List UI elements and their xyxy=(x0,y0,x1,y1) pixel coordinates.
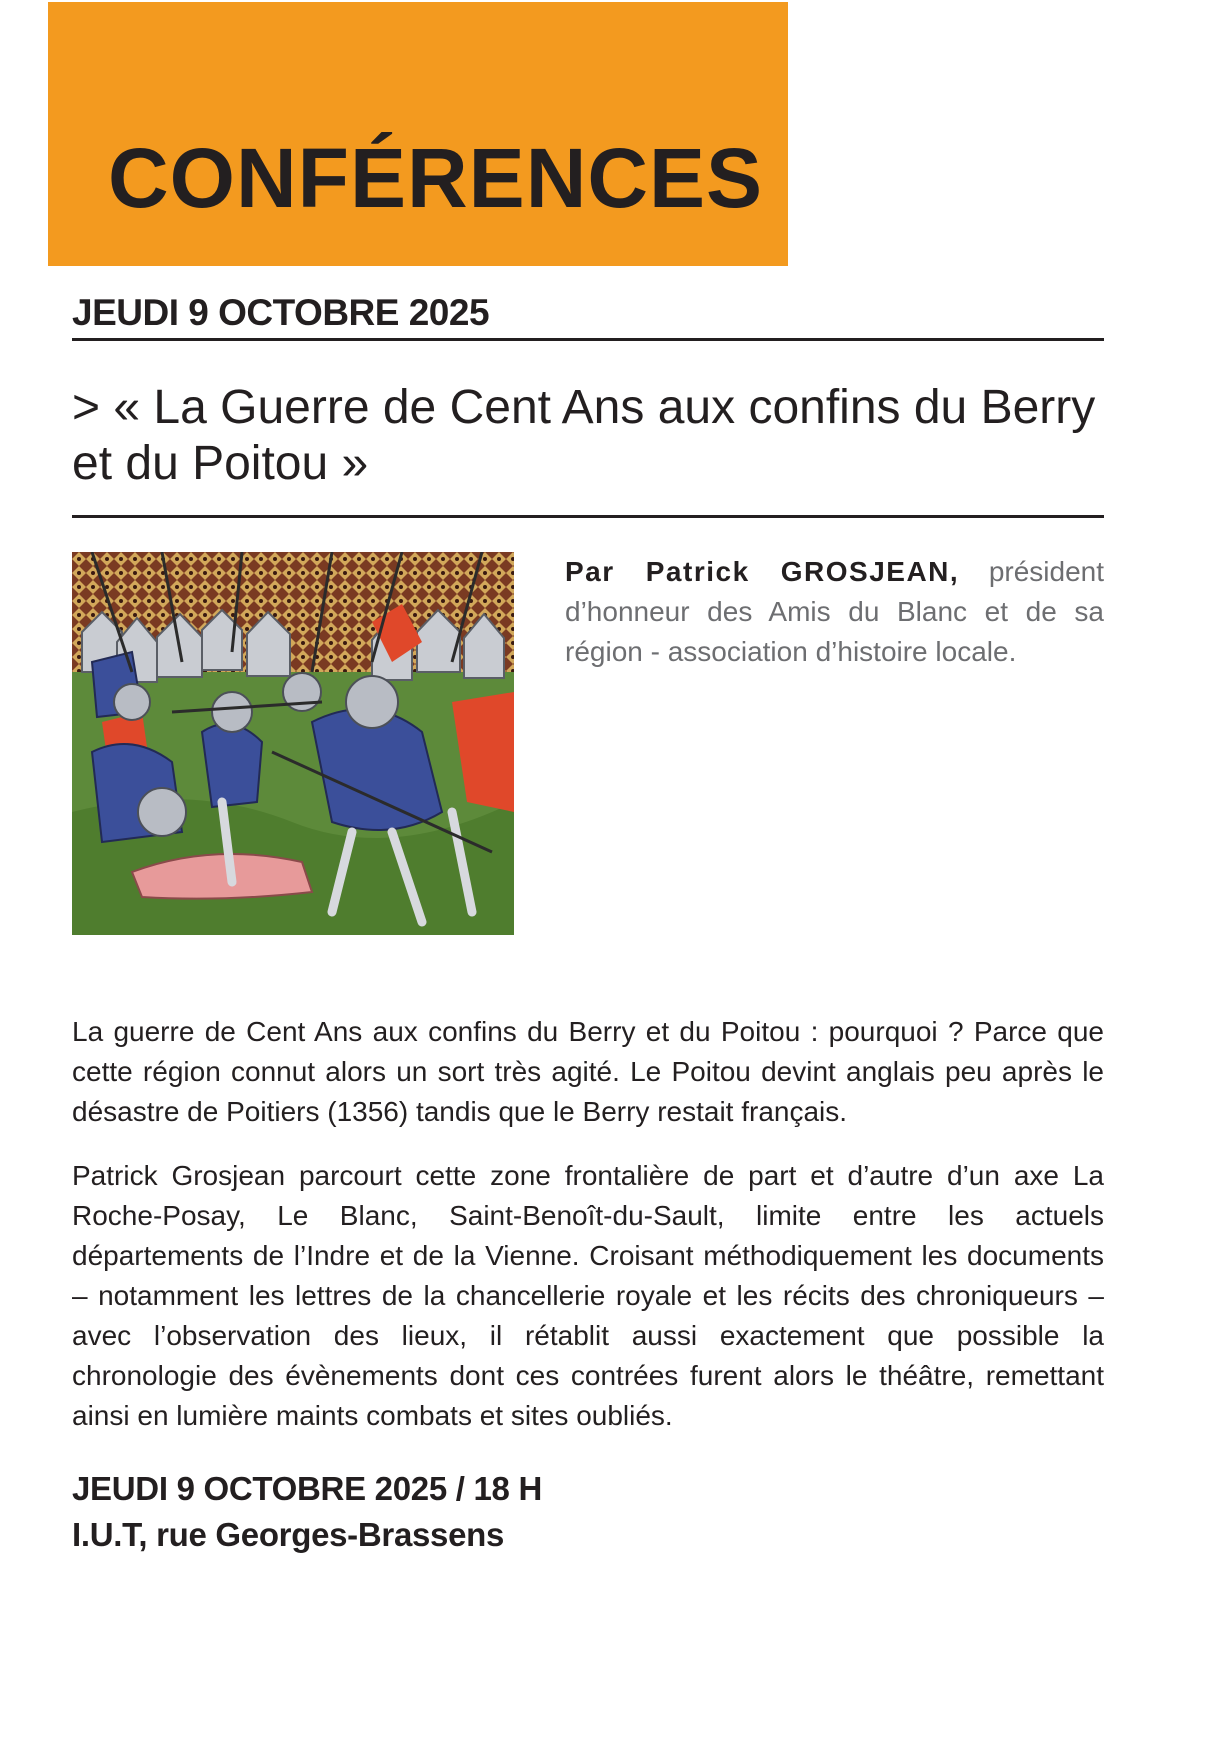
talk-title xyxy=(72,380,1112,492)
speaker-name: Par Patrick GROSJEAN, xyxy=(565,556,960,587)
divider-top xyxy=(72,338,1104,341)
body-paragraph-1: La guerre de Cent Ans aux confins du Berry et du Poitou : pourquoi ? Parce que cette région connut alors un sort très agité. Le Poitou devint anglais peu après le désastre de Poitiers (1356) tandis que le Berry restait français. xyxy=(72,1016,1104,1127)
event-datetime: JEUDI 9 OCTOBRE 2025 / 18 H xyxy=(72,1470,542,1507)
speaker-byline xyxy=(565,552,1104,672)
speaker-description: président d’honneur des Amis du Blanc et de sa région - association d’histoire locale. xyxy=(565,556,1104,667)
section-banner xyxy=(48,2,788,266)
divider-bottom xyxy=(72,515,1104,518)
event-date-heading: JEUDI 9 OCTOBRE 2025 xyxy=(72,292,490,333)
section-title: CONFÉRENCES xyxy=(108,131,764,225)
title-arrow: > xyxy=(72,381,101,434)
event-location: I.U.T, rue Georges-Brassens xyxy=(72,1516,505,1553)
event-details xyxy=(72,1466,1104,1558)
body-paragraph-2: Patrick Grosjean parcourt cette zone frontalière de part et d’autre d’un axe La Roche-Posay, Le Blanc, Saint-Benoît-du-Sault, limite entre les actuels départements de l’Indre et de la Vienne. Croisant méthodiquement les documents – notamment les lettres de la chancellerie royale et les récits des chroniqueurs – avec l’observation des lieux, il rétablit aussi exactement que possible la chronologie des évènements dont ces contrées furent alors le théâtre, remettant ainsi en lumière maints combats et sites oubliés. xyxy=(72,1160,1104,1431)
battle-illustration xyxy=(72,552,514,935)
title-text: « La Guerre de Cent Ans aux confins du Berry et du Poitou » xyxy=(72,381,1096,490)
